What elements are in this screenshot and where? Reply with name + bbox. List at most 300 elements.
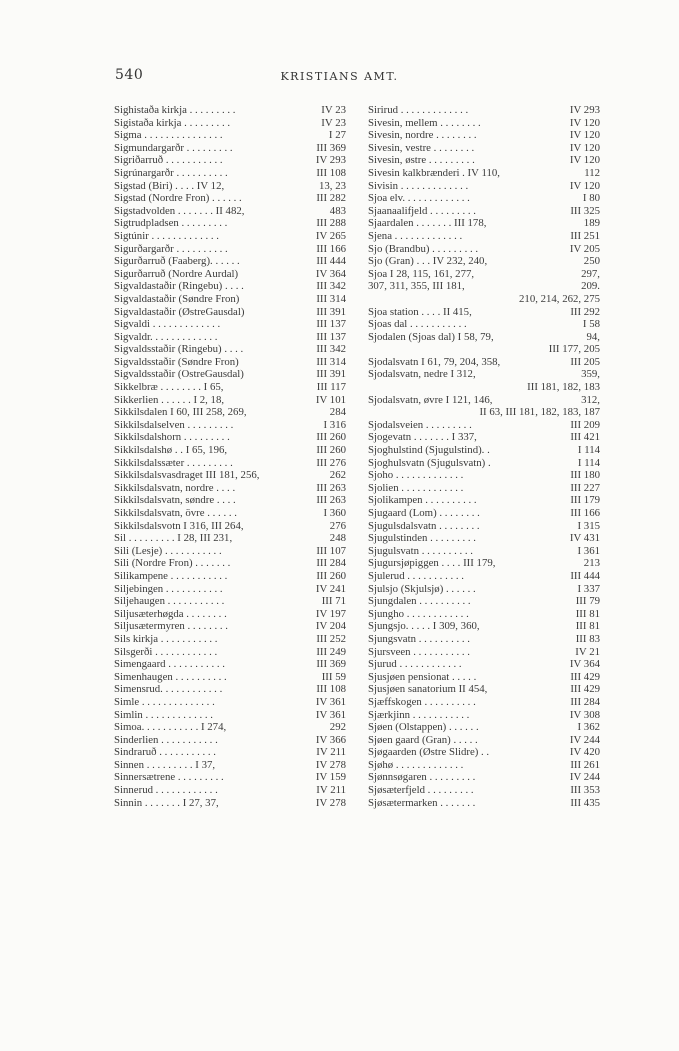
index-entry [114,595,346,608]
index-entry-reference: III 369 [316,658,346,671]
index-entry [114,482,346,495]
index-entry-reference: III 79 [575,595,600,608]
index-entry-reference: III 369 [316,141,346,154]
index-entry [368,230,600,243]
index-entry [114,620,346,633]
index-entry-term: Simenhaugen . . . . . . . . . . [114,670,227,683]
index-entry [114,293,346,306]
index-entry [114,306,346,319]
index-entry [114,721,346,734]
index-entry-term: Sikkilsdalsvatn, nordre . . . . [114,481,236,494]
index-entry [368,217,600,230]
index-entry-reference: III 314 [316,292,346,305]
index-entry [368,154,600,167]
index-entry [114,444,346,457]
index-entry [368,608,600,621]
index-entry-term: Simlin . . . . . . . . . . . . . [114,708,213,721]
index-entry-reference: III 444 [570,569,600,582]
index-entry [114,557,346,570]
index-entry-term: Sjungho . . . . . . . . . . . . [368,607,469,620]
index-entry-reference: IV 159 [315,771,346,784]
index-entry-term: Siljehaugen . . . . . . . . . . . [114,595,225,608]
index-entry-reference: III 71 [321,595,346,608]
index-entry-term: Sigvaldsstaðir (Ringebu) . . . . [114,343,244,356]
index-entry-reference: III 177, 205 [548,343,600,356]
index-entry-reference: 112 [584,166,600,179]
index-entry-term: Sjaanaalifjeld . . . . . . . . . [368,204,476,217]
index-entry-reference: IV 197 [315,607,346,620]
index-entry-reference: IV 23 [321,116,346,129]
index-entry-term: Sjusjøen pensionat . . . . . [368,670,477,683]
index-entry-term: Sjøen (Olstappen) . . . . . . [368,721,479,734]
index-entry-term: Sivesin, mellem . . . . . . . . [368,116,481,129]
index-entry-term: Silikampene . . . . . . . . . . . [114,569,228,582]
index-entry-reference: I 360 [323,507,346,519]
index-entry-term: Sjøen gaard (Gran) . . . . . [368,733,478,746]
index-entry-reference: III 181, 182, 183 [527,381,600,394]
index-entry [114,696,346,709]
index-entry [114,117,346,130]
index-entry-term: Sinnen . . . . . . . . . I 37, [114,758,216,771]
index-entry-reference: III 342 [316,280,346,293]
index-entry-term: Sinnin . . . . . . . I 27, 37, [114,796,219,809]
index-entry [368,394,600,407]
index-entry [368,104,600,117]
index-entry-reference: III 249 [316,645,346,658]
index-entry-reference: IV 204 [315,620,346,633]
index-entry-reference: 312, [581,393,600,406]
index-entry-reference: IV 120 [569,129,600,142]
index-entry [368,293,600,306]
index-entry-term: Sjoa I 28, 115, 161, 277, [368,267,475,280]
index-entry [114,205,346,218]
index-entry-term: Sjolikampen . . . . . . . . . . [368,494,477,507]
index-entry-reference: III 288 [316,217,346,230]
index-entry [114,545,346,558]
index-entry-reference: 284 [329,406,346,419]
index-entry-term: Sjærkjinn . . . . . . . . . . . [368,708,470,721]
index-entry-term: Sigvaldsstaðir (OstreGausdal) [114,368,244,381]
index-entry [368,306,600,319]
index-entry [114,658,346,671]
index-entry-term: Sjoa elv. . . . . . . . . . . . . [368,192,470,205]
index-entry-reference: III 314 [316,355,346,368]
index-entry [368,658,600,671]
index-entry [114,368,346,381]
index-entry-term: Sjugulsdalsvatn . . . . . . . . [368,519,480,532]
index-entry-reference: III 227 [570,481,600,494]
index-entry-reference: III 282 [316,192,346,205]
index-entry-reference: I 316 [323,418,346,431]
index-entry [114,268,346,281]
index-entry-term: Silsgerði . . . . . . . . . . . . [114,645,218,658]
index-entry-reference: III 166 [570,507,600,519]
index-entry-term: Sivisin . . . . . . . . . . . . . [368,179,469,192]
index-entry [368,180,600,193]
index-entry-term: Sigvaldastaðir (ØstreGausdal) [114,305,245,318]
index-entry-reference: III 179 [570,494,600,507]
index-entry [368,280,600,293]
index-entry-reference: IV 308 [569,708,600,721]
index-entry [368,797,600,810]
index-entry-reference: III 421 [570,431,600,444]
index-entry-term: Sjodalen (Sjoas dal) I 58, 79, [368,330,494,343]
index-entry-reference: III 261 [570,758,600,771]
index-entry-term: Sjungsvatn . . . . . . . . . . [368,632,470,645]
index-entry [114,494,346,507]
index-entry-term: Sigstad (Nordre Fron) . . . . . . [114,192,242,205]
index-entry [114,318,346,331]
index-entry [114,255,346,268]
index-entry-term: Sinnersætrene . . . . . . . . . [114,771,224,784]
index-entry-term: Sjogevatn . . . . . . . I 337, [368,431,477,444]
index-entry-term: Simengaard . . . . . . . . . . . [114,658,225,671]
index-entry-term: Sikkilsdalsvatn, søndre . . . . [114,494,236,507]
index-entry [368,696,600,709]
index-entry [114,469,346,482]
index-entry-term: Sigma . . . . . . . . . . . . . . . [114,129,223,142]
index-entry [368,646,600,659]
index-entry [368,570,600,583]
index-entry [114,129,346,142]
index-entry [368,709,600,722]
index-entry [114,243,346,256]
index-entry-reference: III 108 [316,683,346,696]
index-entry-reference: III 137 [316,330,346,343]
index-entry-reference: III 180 [570,469,600,482]
index-entry-reference: 13, 23 [319,179,346,192]
index-entry [114,759,346,772]
index-entry [368,331,600,344]
index-entry-term: Sigvaldastaðir (Ringebu) . . . . [114,280,244,293]
index-entry [368,482,600,495]
index-entry-term: Simoa. . . . . . . . . . . I 274, [114,721,227,734]
index-entry [114,746,346,759]
index-entry [368,520,600,533]
index-entry-reference: IV 364 [315,267,346,280]
index-entry-reference: III 325 [570,204,600,217]
index-entry-term: Sigvaldr. . . . . . . . . . . . . [114,330,218,343]
index-entry-reference: 262 [329,469,346,482]
index-entry-term: Sjoghulsvatn (Sjugulsvatn) . [368,456,491,469]
index-entry-term: Sjoho . . . . . . . . . . . . . [368,469,464,482]
index-entry-reference: IV 101 [315,393,346,406]
index-entry-reference: 250 [583,255,600,268]
index-entry-reference: 248 [329,532,346,545]
index-entry-reference: 189 [583,217,600,230]
index-entry-reference: III 252 [316,632,346,645]
running-head: KRISTIANS AMT. [280,70,399,83]
index-entry-reference: III 137 [316,318,346,331]
index-entry [368,469,600,482]
index-entry-reference: 483 [329,204,346,217]
index-entry-term: Sigriðarruð . . . . . . . . . . . [114,154,223,167]
index-entry-reference: IV 244 [569,771,600,784]
index-entry [368,721,600,734]
index-entry-term: Sigurðarruð (Nordre Aurdal) [114,267,239,280]
index-entry-reference: IV 205 [569,242,600,255]
index-entry [368,784,600,797]
index-entry [114,457,346,470]
index-entry-term: Sikkilsdalsvasdraget III 181, 256, [114,469,260,482]
index-entry-reference: IV 120 [569,116,600,129]
index-entry [114,180,346,193]
index-entry-term: Sjugaard (Lom) . . . . . . . . [368,507,480,519]
index-entry-term: Sigstadvolden . . . . . . . II 482, [114,204,245,217]
index-entry [114,167,346,180]
index-entry [368,557,600,570]
index-entry [114,683,346,696]
index-entry-term: Sjo (Brandbu) . . . . . . . . . [368,242,479,255]
index-entry-reference: 209. [581,280,600,293]
index-entry-term: Sikkerlien . . . . . . I 2, 18, [114,393,225,406]
index-entry-term: Sikkilsdalssæter . . . . . . . . . [114,456,233,469]
index-entry-reference: IV 366 [315,733,346,746]
index-entry [368,457,600,470]
index-entry [114,406,346,419]
index-entry-term: Sjena . . . . . . . . . . . . . [368,229,463,242]
index-entry [368,129,600,142]
index-entry-reference: 210, 214, 262, 275 [519,292,600,305]
index-entry-reference: I 337 [577,582,600,595]
index-entry-term: Sjugursjøpiggen . . . . III 179, [368,557,496,570]
index-entry-term: Sikkilsdalen I 60, III 258, 269, [114,406,247,419]
index-entry-reference: I 114 [577,444,600,457]
index-entry-term: Sigvaldsstaðir (Søndre Fron) [114,355,239,368]
index-entry-term: Sili (Nordre Fron) . . . . . . . [114,557,231,570]
index-entry-term: Sinnerud . . . . . . . . . . . . [114,784,218,797]
index-entry [368,771,600,784]
index-entry-term: Sjungdalen . . . . . . . . . . [368,595,471,608]
index-entry-reference: III 209 [570,418,600,431]
index-entry-term: Simensrud. . . . . . . . . . . . [114,683,223,696]
index-entry [368,205,600,218]
index-entry-reference: III 429 [570,683,600,696]
index-entry-reference: III 81 [575,607,600,620]
index-entry [368,255,600,268]
index-entry-term: Sjøgaarden (Østre Slidre) . . [368,746,490,759]
index-entry [368,683,600,696]
index-entry-reference: IV 244 [569,733,600,746]
index-entry-term: Sikkilsdalshorn . . . . . . . . . [114,431,230,444]
index-entry [114,381,346,394]
index-entry-term: Sindraruð . . . . . . . . . . . [114,746,216,759]
index-entry-term: Sikkilsdalsvatn, övre . . . . . . [114,507,237,519]
index-entry-reference: I 114 [577,456,600,469]
index-entry-term: Sigurðargarðr . . . . . . . . . . [114,242,228,255]
index-entry [368,243,600,256]
index-entry-term: Sjodalsvatn, nedre I 312, [368,368,476,381]
index-entry-reference: 94, [586,330,600,343]
index-entry-reference: III 444 [316,255,346,268]
index-entry [368,381,600,394]
index-entry-term: Sjolien . . . . . . . . . . . . [368,481,464,494]
index-entry-reference: 213 [583,557,600,570]
index-entry-term: Sikkilsdalselven . . . . . . . . . [114,418,234,431]
index-entry-term: Siljebingen . . . . . . . . . . . [114,582,223,595]
index-entry-reference: IV 241 [315,582,346,595]
index-entry [368,343,600,356]
index-entry-term: Sighistaða kirkja . . . . . . . . . [114,104,236,116]
index-entry-term: Sigtúnir . . . . . . . . . . . . . [114,229,219,242]
index-entry-reference: III 260 [316,431,346,444]
index-entry-reference: I 80 [582,192,600,205]
page-number: 540 [115,67,144,83]
index-entry-reference: I 58 [582,318,600,331]
index-entry [114,217,346,230]
index-entry [114,734,346,747]
index-entry [114,192,346,205]
index-entry-term: Sjæffskogen . . . . . . . . . . [368,695,476,708]
index-entry-reference: I 361 [577,544,600,557]
index-entry-reference: III 117 [316,381,346,394]
index-entry-term: Sjodalsveien . . . . . . . . . [368,418,472,431]
index-column-left [114,104,346,809]
index-entry-term: Sjoghulstind (Sjugulstind). . [368,444,490,457]
index-entry-term: 307, 311, 355, III 181, [368,280,465,293]
index-entry [114,646,346,659]
index-entry-term: Sigistaða kirkja . . . . . . . . . [114,116,231,129]
index-entry-term: Sjurud . . . . . . . . . . . . [368,658,462,671]
index-entry-term: Sinderlien . . . . . . . . . . . [114,733,218,746]
index-entry-reference: III 353 [570,784,600,797]
index-entry-reference: III 263 [316,494,346,507]
index-entry [368,671,600,684]
index-entry-reference: III 59 [321,670,346,683]
index-entry-reference: IV 278 [315,758,346,771]
index-entry-reference: III 276 [316,456,346,469]
index-entry-reference: IV 120 [569,179,600,192]
index-entry [114,709,346,722]
index-entry-reference: III 263 [316,481,346,494]
index-entry [114,570,346,583]
index-entry [114,142,346,155]
index-entry [114,520,346,533]
index-entry-reference: III 435 [570,796,600,809]
index-entry [114,230,346,243]
index-entry [114,331,346,344]
index-entry-term: Sikkelbræ . . . . . . . . I 65, [114,381,224,394]
index-entry [368,444,600,457]
index-entry-reference: III 205 [570,355,600,368]
index-entry-reference: IV 21 [575,645,600,658]
index-entry-term: Sikkilsdalsvotn I 316, III 264, [114,519,244,532]
index-entry [114,633,346,646]
index-entry-term: Sjodalsvatn, øvre I 121, 146, [368,393,493,406]
index-entry [114,154,346,167]
index-entry [368,583,600,596]
index-entry-term: Siljusæterhøgda . . . . . . . . [114,607,227,620]
index-entry-reference: 292 [329,721,346,734]
index-entry-term: Sjoas dal . . . . . . . . . . . [368,318,467,331]
index-entry-reference: III 81 [575,620,600,633]
index-entry-reference: III 292 [570,305,600,318]
index-entry-term: Sil . . . . . . . . . I 28, III 231, [114,532,233,545]
index-entry-term: Sils kirkja . . . . . . . . . . . [114,632,218,645]
index-entry-term: Sikkilsdalshø . . I 65, 196, [114,444,228,457]
index-entry [368,406,600,419]
index-entry [368,167,600,180]
index-entry [368,532,600,545]
index-entry-term: Sjugulstinden . . . . . . . . . [368,532,476,545]
index-entry [368,117,600,130]
index-entry [368,318,600,331]
index-entry [368,620,600,633]
index-entry-reference: I 362 [577,721,600,734]
index-entry-reference: III 391 [316,305,346,318]
index-entry-term: Sigrúnargarðr . . . . . . . . . . [114,166,228,179]
index-entry-reference: III 342 [316,343,346,356]
index-entry [368,734,600,747]
index-entry-term: Sjoa station . . . . II 415, [368,305,472,318]
index-entry-reference: III 260 [316,444,346,457]
index-entry [368,431,600,444]
index-column-right [368,104,600,809]
index-entry [368,595,600,608]
index-entry-reference: IV 420 [569,746,600,759]
index-entry [368,759,600,772]
index-entry-term: Sjøhø . . . . . . . . . . . . . [368,758,464,771]
index-entry [114,356,346,369]
index-entry-term: Siljusætermyren . . . . . . . . [114,620,228,633]
index-entry-reference: III 166 [316,242,346,255]
index-entry [114,671,346,684]
index-entry [114,343,346,356]
index-entry-term: Sjursveen . . . . . . . . . . . [368,645,470,658]
index-entry-reference: IV 211 [316,784,346,797]
index-entry-reference: III 429 [570,670,600,683]
index-entry-reference: IV 364 [569,658,600,671]
index-entry-reference: III 251 [570,229,600,242]
index-entry-term: Sivesin, vestre . . . . . . . . [368,141,475,154]
index-entry [114,280,346,293]
index-entry [368,507,600,520]
index-entry-reference: IV 265 [315,229,346,242]
index-entry-term: Sjønnsøgaren . . . . . . . . . [368,771,476,784]
index-entry-term: Sigurðarruð (Faaberg). . . . . . [114,255,240,268]
index-entry-term: Sigmundargarðr . . . . . . . . . [114,141,233,154]
index-entry-reference: I 27 [328,129,346,142]
index-entry [114,797,346,810]
index-entry [114,583,346,596]
index-entry-term: Sjulerud . . . . . . . . . . . [368,569,464,582]
index-entry-term: Sigvaldastaðir (Søndre Fron) [114,292,240,305]
index-entry-reference: IV 120 [569,141,600,154]
index-entry [114,394,346,407]
index-entry-reference: IV 361 [315,695,346,708]
index-entry [114,431,346,444]
index-entry-term: Sigtrudpladsen . . . . . . . . . [114,217,228,230]
index-entry-term: Sjungsjo. . . . . I 309, 360, [368,620,480,633]
index-entry-term: Sjøsætermarken . . . . . . . [368,796,476,809]
index-entry [368,368,600,381]
index-entry-term: Sjøsæterfjeld . . . . . . . . . [368,784,474,797]
index-entry [368,356,600,369]
index-entry [114,419,346,432]
index-entry-reference: IV 361 [315,708,346,721]
index-entry-reference: III 284 [316,557,346,570]
index-entry [368,192,600,205]
index-entry [114,104,346,117]
index-entry [114,771,346,784]
index-entry-term: Sjulsjo (Skjulsjø) . . . . . . [368,582,476,595]
index-entry-reference: 359, [581,368,600,381]
index-entry-reference: III 107 [316,544,346,557]
index-entry-term: Sirirud . . . . . . . . . . . . . [368,104,469,116]
index-entry-reference: IV 120 [569,154,600,167]
index-entry [114,532,346,545]
index-entry-reference: IV 431 [569,532,600,545]
